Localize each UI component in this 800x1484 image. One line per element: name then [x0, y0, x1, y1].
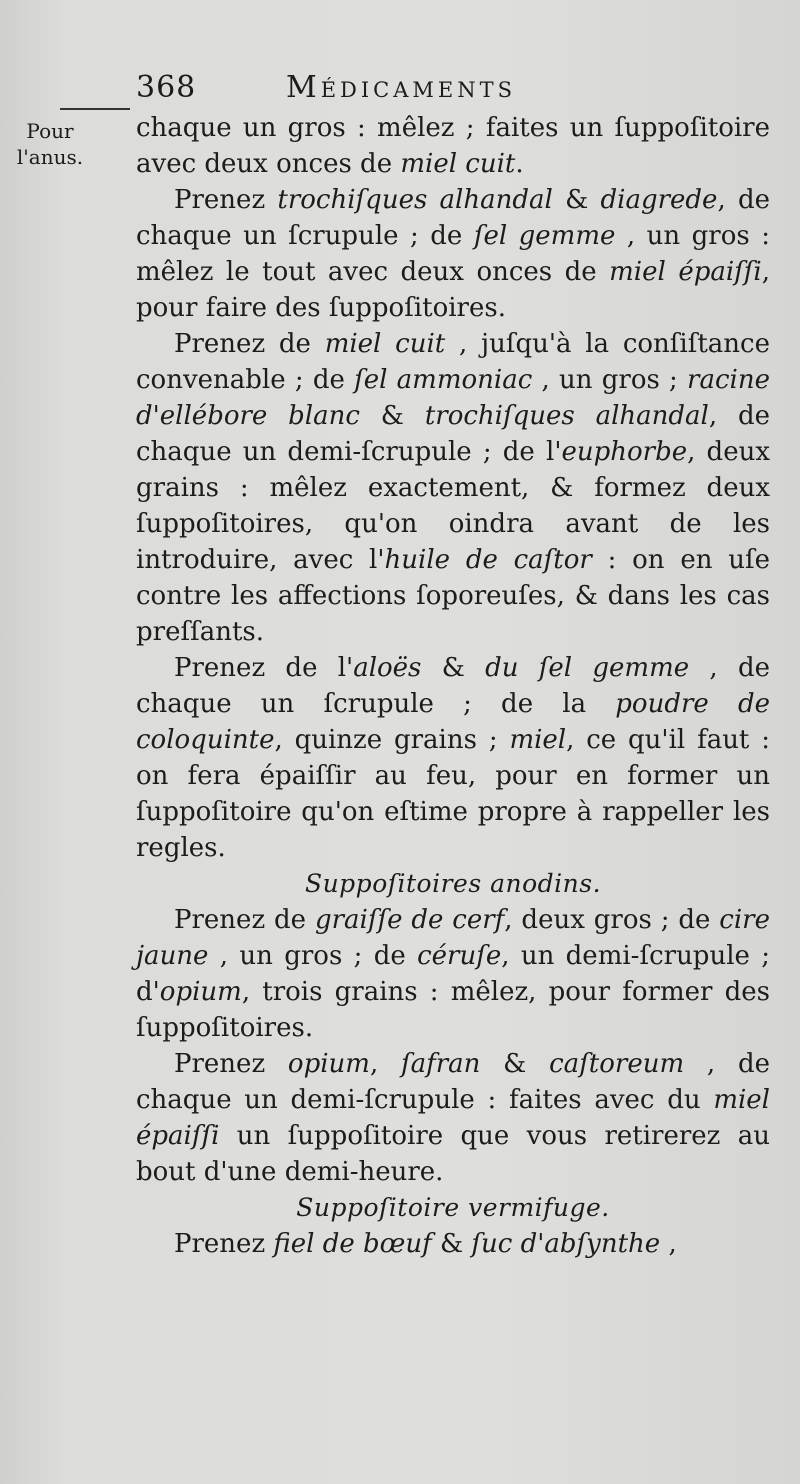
text-run: ,: [369, 1049, 401, 1079]
text-run: , de chaque un ſcrupule ; de la: [136, 653, 770, 719]
italic-run: miel épaiſſi: [136, 1085, 770, 1151]
running-title: Médicaments: [286, 70, 517, 105]
text-run: , un gros : mêlez le tout avec deux onces de: [136, 221, 770, 287]
text-run: Prenez de: [174, 905, 315, 935]
section-heading: Suppoſitoires anodins.: [304, 869, 602, 898]
text-run: : on en uſe contre les affections ſoporeuſes, & dans les cas preſſants.: [136, 545, 770, 647]
page-number: 368: [136, 70, 197, 105]
text-run: , de chaque un demi-ſcrupule : faites avec du: [136, 1049, 770, 1115]
text-run: , deux gros ; de: [504, 905, 720, 935]
text-run: Prenez: [174, 1049, 288, 1079]
italic-run: poudre de coloquinte: [136, 689, 771, 755]
text-run: &: [421, 653, 486, 683]
text-run: , pour faire des ſuppoſitoires.: [136, 257, 770, 323]
page-header: [0, 70, 800, 110]
paragraph: [136, 1046, 770, 1190]
italic-run: racine d'ellébore blanc: [136, 365, 770, 431]
text-run: &: [431, 1229, 472, 1259]
italic-run: miel cuit: [324, 329, 446, 359]
italic-run: fiel de bœuf: [273, 1229, 432, 1259]
text-run: Prenez de: [174, 329, 325, 359]
italic-run: trochiſques alhandal: [277, 185, 553, 215]
italic-run: graiſſe de cerf: [314, 905, 505, 935]
text-run: .: [515, 149, 524, 179]
italic-run: ſel ammoniac: [354, 365, 533, 395]
header-rule: [60, 108, 130, 110]
italic-run: miel: [509, 725, 567, 755]
text-run: ,: [660, 1229, 677, 1259]
text-run: &: [359, 401, 425, 431]
italic-run: opium: [159, 977, 242, 1007]
italic-run: cire jaune: [136, 905, 770, 971]
text-run: Prenez: [174, 185, 278, 215]
italic-run: ſuc d'abſynthe: [471, 1229, 661, 1259]
italic-run: miel cuit: [400, 149, 516, 179]
paragraph: [136, 1226, 770, 1262]
italic-run: diagrede: [600, 185, 718, 215]
section-heading: Suppoſitoire vermifuge.: [296, 1193, 610, 1222]
text-run: &: [480, 1049, 550, 1079]
text-run: , deux grains : mêlez exactement, & formez deux ſuppoſitoires, qu'on oindra avant de les introduire, avec l': [136, 437, 770, 575]
italic-run: du ſel gemme: [485, 653, 690, 683]
italic-run: ſafran: [400, 1049, 481, 1079]
margin-note-line: Pour: [26, 119, 74, 143]
text-run: Prenez: [174, 1229, 274, 1259]
italic-run: euphorbe: [561, 437, 688, 467]
body-text: [136, 110, 770, 1262]
margin-note-line: l'anus.: [16, 145, 84, 169]
text-run: un ſuppoſitoire que vous retirerez au bout d'une demi-heure.: [136, 1121, 770, 1187]
paragraph: [136, 902, 770, 1046]
paragraph-continuation: [136, 110, 770, 182]
italic-run: opium: [287, 1049, 370, 1079]
paragraph: [136, 182, 770, 326]
italic-run: céruſe: [417, 941, 502, 971]
text-run: , quinze grains ;: [274, 725, 510, 755]
italic-run: huile de caſtor: [384, 545, 592, 575]
text-run: &: [552, 185, 601, 215]
margin-note: [4, 118, 96, 170]
text-run: , trois grains : mêlez, pour former des ſuppoſitoires.: [136, 977, 770, 1043]
text-run: Prenez de l': [174, 653, 354, 683]
text-run: , juſqu'à la conſiſtance convenable ; de: [136, 329, 770, 395]
italic-run: ſel gemme: [473, 221, 616, 251]
text-run: chaque un gros : mêlez ; faites un ſuppoſitoire avec deux onces de: [136, 113, 770, 179]
text-run: , ce qu'il faut : on fera épaiſſir au feu, pour en former un ſuppoſitoire qu'on eſtime propre à rappeller les regles.: [136, 725, 770, 863]
text-run: , un demi-ſcrupule ; d': [136, 941, 770, 1007]
text-run: , un gros ; de: [208, 941, 418, 971]
paragraph: [136, 326, 770, 650]
text-run: , de chaque un ſcrupule ; de: [136, 185, 770, 251]
italic-run: caſtoreum: [549, 1049, 685, 1079]
text-run: , un gros ;: [532, 365, 688, 395]
text-run: , de chaque un demi-ſcrupule ; de l': [136, 401, 770, 467]
italic-run: aloës: [353, 653, 422, 683]
italic-run: miel épaiſſi: [609, 257, 762, 287]
paragraph: [136, 650, 770, 866]
italic-run: trochiſques alhandal: [424, 401, 709, 431]
